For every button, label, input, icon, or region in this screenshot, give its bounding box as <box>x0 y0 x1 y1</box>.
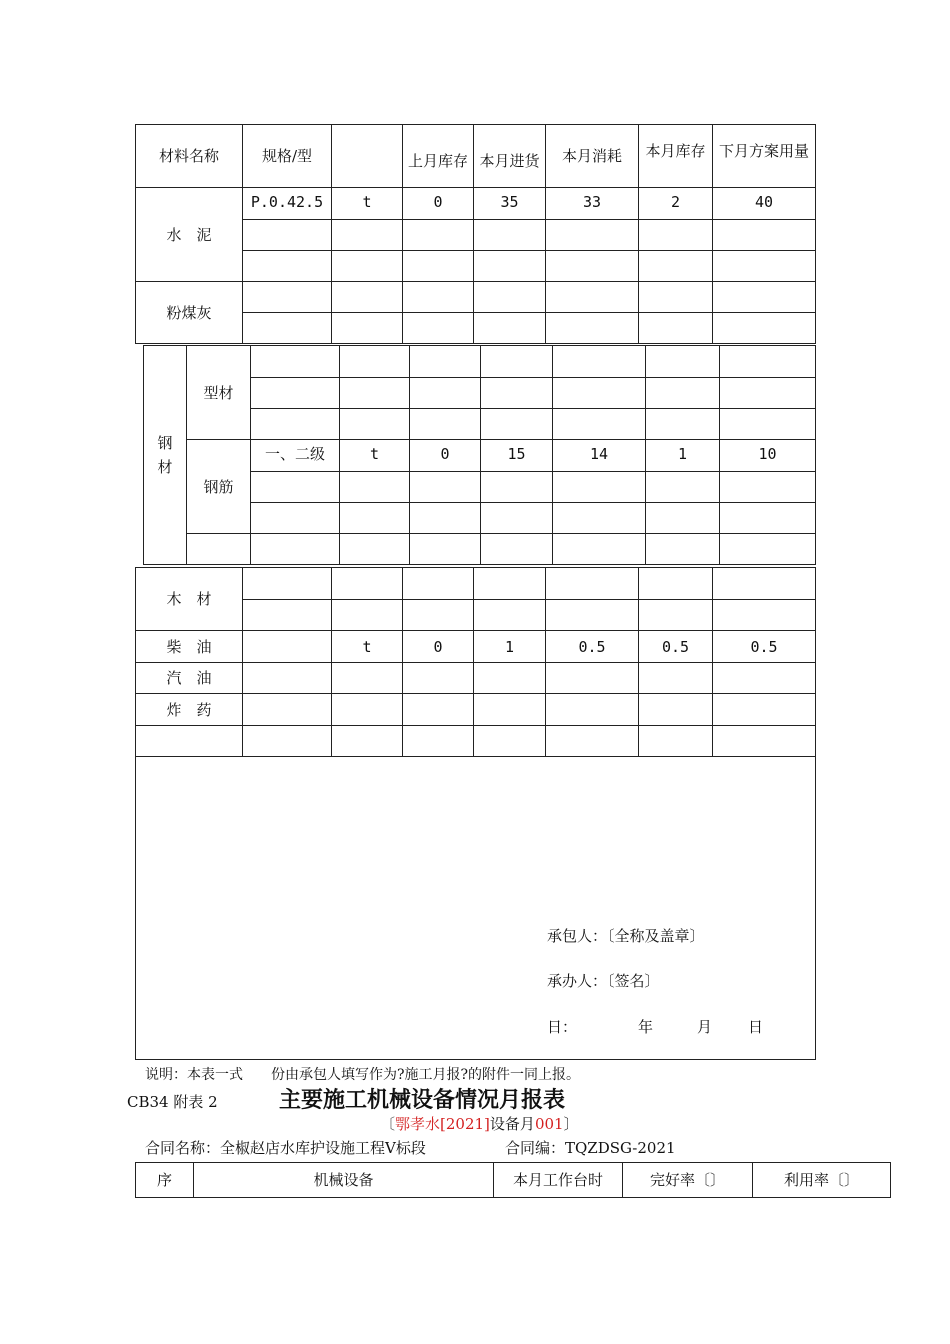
header-this-month-stock: 本月库存 <box>639 125 713 188</box>
flyash-label: 粉煤灰 <box>136 282 243 344</box>
signature-box <box>136 757 816 1060</box>
header-this-month-consumption: 本月消耗 <box>546 125 639 188</box>
header-unit <box>332 125 403 188</box>
cement-last-stock: 0 <box>403 188 474 220</box>
form-title: 主要施工机械设备情况月报表 <box>279 1087 566 1113</box>
rebar-last-stock: 0 <box>410 440 481 472</box>
steel-label: 钢材 <box>144 346 187 565</box>
col-intact-rate: 完好率〔〕 <box>623 1163 753 1198</box>
cement-spec: P.0.42.5 <box>243 188 332 220</box>
explosive-label: 炸 药 <box>136 694 243 726</box>
rebar-label: 钢筋 <box>187 440 251 534</box>
col-seq: 序 <box>136 1163 194 1198</box>
gasoline-label: 汽 油 <box>136 663 243 694</box>
cement-stock: 2 <box>639 188 713 220</box>
document-number: 〔鄂孝水[2021]设备月001〕 <box>380 1115 579 1133</box>
diesel-last-stock: 0 <box>403 631 474 663</box>
diesel-unit: t <box>332 631 403 663</box>
header-material-name: 材料名称 <box>136 125 243 188</box>
rebar-stock: 1 <box>646 440 720 472</box>
date-month: 月 <box>697 1018 713 1036</box>
contractor-signature-line: 承包人：〔全称及盖章〕 <box>547 927 705 945</box>
wood-label: 木 材 <box>136 568 243 631</box>
rebar-plan: 10 <box>720 440 816 472</box>
rebar-purchase: 15 <box>481 440 553 472</box>
diesel-spec <box>243 631 332 663</box>
diesel-purchase: 1 <box>474 631 546 663</box>
table-note: 说明：本表一式 份由承包人填写作为?施工月报?的附件一同上报。 <box>145 1067 581 1083</box>
col-work-hours: 本月工作台时 <box>494 1163 623 1198</box>
diesel-plan: 0.5 <box>713 631 816 663</box>
rebar-unit: t <box>340 440 410 472</box>
cement-consumption: 33 <box>546 188 639 220</box>
col-utilization-rate: 利用率〔〕 <box>753 1163 891 1198</box>
diesel-label: 柴 油 <box>136 631 243 663</box>
form-code: CB34 附表 2 <box>127 1093 218 1111</box>
col-equipment: 机械设备 <box>194 1163 494 1198</box>
rebar-spec: 一、二级 <box>251 440 340 472</box>
date-year: 年 <box>638 1018 654 1036</box>
contract-name: 合同名称：全椒赵店水库护设施工程Ⅴ标段 <box>145 1139 426 1157</box>
cement-label: 水 泥 <box>136 188 243 282</box>
header-spec: 规格/型 <box>243 125 332 188</box>
equipment-table <box>135 1162 891 1198</box>
diesel-stock: 0.5 <box>639 631 713 663</box>
materials-table-part1 <box>135 124 816 344</box>
steel-section-label: 型材 <box>187 346 251 440</box>
materials-table-steel <box>143 345 816 565</box>
cement-unit: t <box>332 188 403 220</box>
rebar-consumption: 14 <box>553 440 646 472</box>
cement-purchase: 35 <box>474 188 546 220</box>
header-last-month-stock: 上月库存 <box>403 125 474 188</box>
handler-signature-line: 承办人：〔签名〕 <box>547 972 660 990</box>
diesel-consumption: 0.5 <box>546 631 639 663</box>
header-this-month-purchase: 本月进货 <box>474 125 546 188</box>
contract-number: 合同编：TQZDSG-2021 <box>505 1139 676 1157</box>
date-day: 日 <box>748 1018 764 1036</box>
header-next-month-plan: 下月方案用量 <box>713 125 816 188</box>
cement-plan: 40 <box>713 188 816 220</box>
materials-table-part3 <box>135 567 816 1060</box>
date-label: 日： <box>547 1018 578 1036</box>
